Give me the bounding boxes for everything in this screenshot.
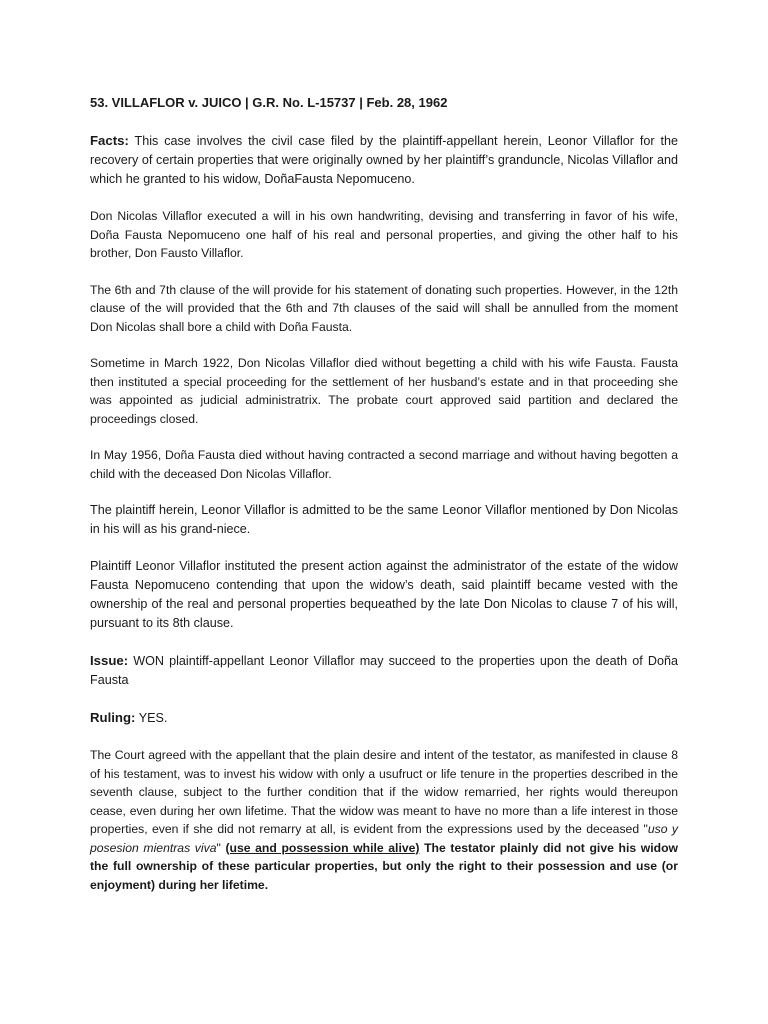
case-title: 53. VILLAFLOR v. JUICO | G.R. No. L-15737 | Feb. 28, 1962 xyxy=(90,95,448,110)
issue-text: WON plaintiff-appellant Leonor Villaflor may succeed to the properties upon the death of Doña Fausta xyxy=(90,654,678,687)
conclusion-text: The Court agreed with the appellant that the plain desire and intent of the testator, as manifested in clause 8 of his testament, was to invest his widow with only a usufruct or life tenure in the properties described in the seventh clause, subject to the further condition that if the widow remarried, her rights would thereupon cease, even during her own lifetime. That the widow was meant to have no more than a life interest in those properties, even if she did not remarry at all, is evident from the expressions used by the deceased " xyxy=(90,748,678,836)
ruling-label: Ruling: xyxy=(90,710,136,725)
conclusion-underlined-phrase: (use and possession while alive) xyxy=(225,840,420,855)
paragraph-grand-niece: The plaintiff herein, Leonor Villaflor is admitted to be the same Leonor Villaflor mentioned by Don Nicolas in his will as his grand-niece. xyxy=(90,503,678,536)
issue-label: Issue: xyxy=(90,653,129,668)
facts-paragraph xyxy=(90,131,678,189)
conclusion-quote-close: " xyxy=(216,840,226,855)
issue-paragraph xyxy=(90,651,678,690)
document-body xyxy=(90,94,678,894)
paragraph-will: Don Nicolas Villaflor executed a will in his own handwriting, devising and transferring in favor of his wife, Doña Fausta Nepomuceno one half of his real and personal properties, and giving the other half to his brother, Don Fausto Villaflor. xyxy=(90,209,678,260)
paragraph-death: Sometime in March 1922, Don Nicolas Villaflor died without begetting a child with his wife Fausta. Fausta then instituted a special proceeding for the settlement of her husband’s estate and in that proceeding she was appointed as judicial administratrix. The probate court approved said partition and declared the proceedings closed. xyxy=(90,356,678,426)
conclusion-latin-phrase: uso y posesion mientras viva xyxy=(90,822,678,855)
conclusion-bold-text: The testator plainly did not give his widow the full ownership of these particular properties, but only the right to their possession and use (or enjoyment) during her lifetime. xyxy=(90,840,679,892)
ruling-text: YES. xyxy=(135,711,168,725)
paragraph-action: Plaintiff Leonor Villaflor instituted the present action against the administrator of the estate of the widow Fausta Nepomuceno contending that upon the widow’s death, said plaintiff became vested with the ownership of the real and personal properties bequeathed by the late Don Nicolas to clause 7 of his will, pursuant to its 8th clause. xyxy=(90,559,678,630)
paragraph-clauses: The 6th and 7th clause of the will provide for his statement of donating such properties. However, in the 12th clause of the will provided that the 6th and 7th clauses of the said will shall be annulled from the moment Don Nicolas shall bore a child with Doña Fausta. xyxy=(90,282,678,334)
facts-text: This case involves the civil case filed by the plaintiff-appellant herein, Leonor Villaflor for the recovery of certain properties that were originally owned by her plaintiff’s granduncle, Nicolas Villaflor and which he granted to his widow, DoñaFausta Nepomuceno. xyxy=(90,134,678,186)
paragraph-fausta-death: In May 1956, Doña Fausta died without having contracted a second marriage and without having begotten a child with the deceased Don Nicolas Villaflor. xyxy=(90,448,678,481)
conclusion-paragraph xyxy=(90,746,678,894)
ruling-paragraph xyxy=(90,708,678,728)
facts-label: Facts: xyxy=(90,133,129,148)
